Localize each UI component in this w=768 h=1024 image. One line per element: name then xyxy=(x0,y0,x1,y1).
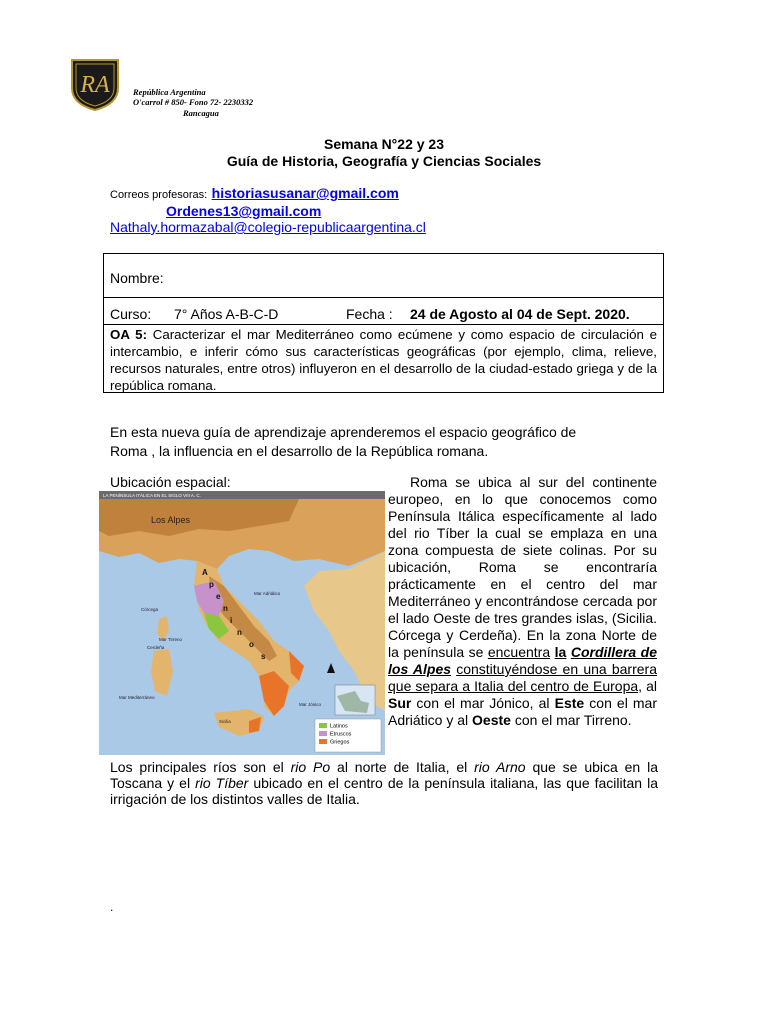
river-po: rio Po xyxy=(290,759,331,775)
school-city: Rancagua xyxy=(183,108,219,118)
oa-text: Caracterizar el mar Mediterráneo como ecúmene y como espacio de circulación e intercambio, e inferir cómo sus características geográficas (por ejemplo, clima, relieve, recursos naturales, entre otros) influyeron en el desarrollo de la ciudad-estado griega y de la república romana. xyxy=(110,327,657,393)
svg-text:n: n xyxy=(223,604,228,613)
email-link-1[interactable]: historiasusanar@gmail.com xyxy=(211,185,399,201)
location-text: Roma se ubica al sur del continente europeo, en lo que conocemos como Península Itálica específicamente al lado del rio Tíber la cual se emplaza en una zona compuesta de siete colinas. Por su ubicación, Roma se encontraría prácticamente en el centro del mar Mediterráneo y encontrándose cercada por el lado Oeste de tres grandes islas, (Sicilia. Córcega y Cerdeña). En la zona Norte de la península se xyxy=(388,474,657,660)
river-tiber: rio Tíber xyxy=(195,775,249,791)
map-tyrrhenian-label: Mar Tirreno xyxy=(159,637,183,642)
email-link-3[interactable]: Nathaly.hormazabal@colegio-republicaargentina.cl xyxy=(110,219,426,235)
legend-etruscos: Etruscos xyxy=(330,731,352,738)
svg-text:p: p xyxy=(209,580,214,589)
map-alps-label: Los Alpes xyxy=(151,515,191,525)
table-divider xyxy=(104,297,663,298)
map-title: LA PENÍNSULA ITÁLICA EN EL SIGLO VIII A. C. xyxy=(103,493,201,498)
logo-letters: RA xyxy=(80,72,110,98)
email-link-2[interactable]: Ordenes13@gmail.com xyxy=(166,203,322,219)
contacts-label: Correos profesoras: xyxy=(110,189,208,201)
svg-text:e: e xyxy=(216,592,221,601)
svg-text:o: o xyxy=(249,640,254,649)
date-label: Fecha : xyxy=(346,306,393,322)
map-adriatic-label: Mar Adriático xyxy=(254,591,281,596)
west-label: Oeste xyxy=(472,712,511,728)
student-info-table xyxy=(103,253,664,393)
learning-objective xyxy=(110,326,657,394)
location-text: con el mar Jónico, al xyxy=(411,695,555,711)
name-label: Nombre: xyxy=(110,270,164,286)
alps-barrier-text: constituyéndose en una barrera que separa a Italia del centro de Europa, xyxy=(388,661,657,694)
map-ionian-label: Mar Jónico xyxy=(299,702,322,707)
school-logo xyxy=(70,58,120,112)
svg-text:i: i xyxy=(230,616,233,625)
svg-text:s: s xyxy=(261,652,266,661)
school-address: O'carrol # 850- Fono 72- 2230332 xyxy=(133,97,254,107)
map-sicily-label: Sicilia xyxy=(219,719,231,724)
italy-map xyxy=(99,491,385,755)
course-value: 7° Años A-B-C-D xyxy=(174,306,279,322)
rivers-paragraph xyxy=(110,759,658,807)
course-label: Curso: xyxy=(110,306,152,322)
location-label: Ubicación espacial: xyxy=(110,474,231,490)
oa-label: OA 5: xyxy=(110,327,148,342)
location-text: al xyxy=(642,678,657,694)
school-country: República Argentina xyxy=(133,87,206,97)
intro-line-1: En esta nueva guía de aprendizaje aprenderemos el espacio geográfico de xyxy=(110,424,577,440)
map-sardinia-label: Cerdeña xyxy=(147,645,165,650)
river-arno: rio Arno xyxy=(474,759,526,775)
date-value: 24 de Agosto al 04 de Sept. 2020. xyxy=(410,306,630,322)
guide-title: Guía de Historia, Geografía y Ciencias Sociales xyxy=(226,153,542,169)
legend-latinos: Latinos xyxy=(330,723,348,730)
rivers-text: al norte de Italia, el xyxy=(330,759,475,775)
map-mediterranean-label: Mar Mediterráneo xyxy=(119,695,155,700)
location-text-underline: encuentra xyxy=(487,644,551,660)
map-corsica-label: Córcega xyxy=(141,607,159,612)
location-paragraph xyxy=(388,474,657,729)
alps-highlight: Cordillera de los Alpes xyxy=(388,644,658,677)
location-text: con el mar Tirreno. xyxy=(510,712,632,728)
svg-text:n: n xyxy=(237,628,242,637)
contacts-line xyxy=(110,185,399,203)
legend-griegos: Griegos xyxy=(330,739,350,746)
location-text: con el mar Adriático y al xyxy=(388,695,658,728)
rivers-text: ubicado en el centro de la península italiana, las que facilitan la irrigación de los distintos valles de Italia. xyxy=(110,775,658,807)
location-text-bold: la xyxy=(554,644,567,660)
week-title: Semana N°22 y 23 xyxy=(323,136,444,152)
intro-line-2: Roma , la influencia en el desarrollo de la República romana. xyxy=(110,443,489,459)
east-label: Este xyxy=(554,695,585,711)
table-divider xyxy=(104,324,663,325)
rivers-text: que se ubica en la Toscana y el xyxy=(110,759,658,791)
footer-dot: . xyxy=(110,900,114,914)
rivers-text: Los principales ríos son el xyxy=(110,759,291,775)
south-label: Sur xyxy=(388,695,412,711)
svg-text:A: A xyxy=(202,568,208,577)
